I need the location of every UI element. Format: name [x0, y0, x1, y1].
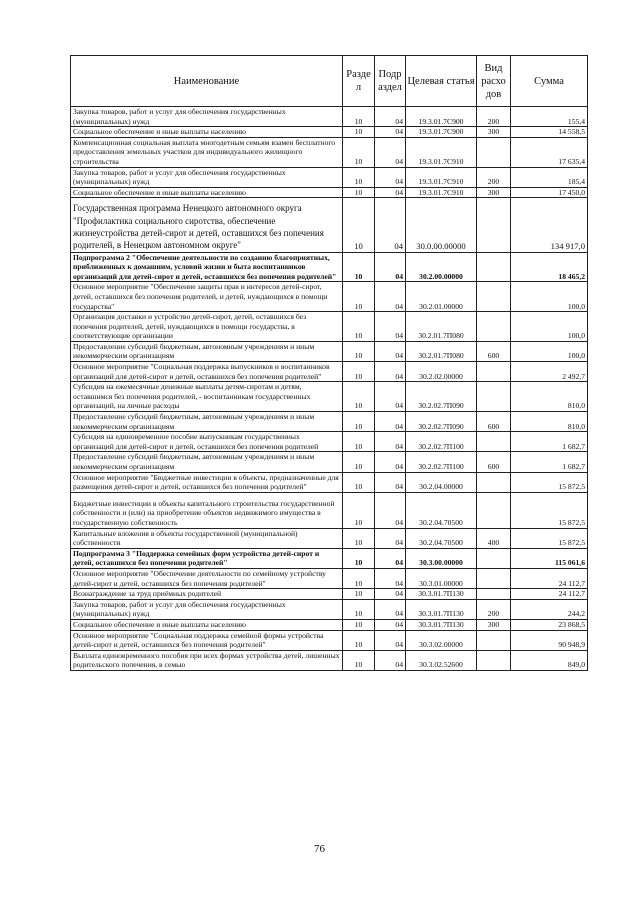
cell-target-article: 19.3.01.7С910: [406, 167, 477, 187]
cell-subsection: 04: [375, 619, 406, 630]
cell-name: Субсидия на единовременное пособие выпускникам государственных организаций для детей-сирот и детей, оставшихся без попечения родителей: [71, 432, 343, 452]
cell-name: Выплата единовременного пособия при всех формах устройства детей, лишенных родительского попечения, в семью: [71, 650, 343, 670]
cell-target-article: 19.3.01.7С910: [406, 137, 477, 167]
cell-expense-kind: [477, 362, 511, 382]
table-row: [71, 432, 588, 452]
cell-target-article: 19.3.01.7С900: [406, 127, 477, 138]
table-row: [71, 167, 588, 187]
cell-amount: 23 868,5: [511, 619, 588, 630]
header-amount: Сумма: [511, 56, 588, 107]
table-row: [71, 252, 588, 282]
header-section: Разде л: [343, 56, 375, 107]
cell-name: Основное мероприятие "Социальная поддержка выпускников и воспитанников организаций для детей-сирот и детей, оставшихся без попечения родителей": [71, 362, 343, 382]
cell-name: Закупка товаров, работ и услуг для обеспечения государственных (муниципальных) нужд: [71, 107, 343, 127]
cell-section: 10: [343, 452, 375, 472]
cell-subsection: 04: [375, 589, 406, 600]
cell-amount: 115 061,6: [511, 548, 588, 568]
cell-subsection: 04: [375, 548, 406, 568]
table-row: [71, 187, 588, 198]
cell-amount: 134 917,0: [511, 198, 588, 252]
cell-subsection: 04: [375, 599, 406, 619]
table-row: [71, 630, 588, 650]
cell-target-article: 30.2.04.70500: [406, 492, 477, 528]
cell-target-article: 30.3.01.7П130: [406, 599, 477, 619]
cell-expense-kind: [477, 630, 511, 650]
cell-expense-kind: [477, 382, 511, 412]
table-row: [71, 650, 588, 670]
cell-name: Предоставление субсидий бюджетным, автономным учреждениям и иным некоммерческим организациям: [71, 452, 343, 472]
cell-target-article: 30.2.01.7П080: [406, 341, 477, 361]
cell-expense-kind: [477, 432, 511, 452]
cell-subsection: 04: [375, 137, 406, 167]
cell-subsection: 04: [375, 252, 406, 282]
cell-section: 10: [343, 312, 375, 342]
cell-amount: 810,0: [511, 382, 588, 412]
cell-expense-kind: [477, 137, 511, 167]
cell-amount: 24 112,7: [511, 589, 588, 600]
cell-target-article: 30.2.02.7П100: [406, 432, 477, 452]
cell-expense-kind: 300: [477, 127, 511, 138]
header-subsection: Подр аздел: [375, 56, 406, 107]
cell-expense-kind: [477, 650, 511, 670]
cell-section: 10: [343, 472, 375, 492]
cell-expense-kind: 200: [477, 107, 511, 127]
budget-table: [70, 55, 588, 671]
cell-section: 10: [343, 127, 375, 138]
cell-target-article: 30.3.01.00000: [406, 568, 477, 588]
cell-section: 10: [343, 599, 375, 619]
cell-subsection: 04: [375, 382, 406, 412]
cell-section: 10: [343, 282, 375, 312]
cell-subsection: 04: [375, 127, 406, 138]
cell-amount: 17 450,0: [511, 187, 588, 198]
cell-amount: 24 112,7: [511, 568, 588, 588]
cell-target-article: 30.2.04.00000: [406, 472, 477, 492]
cell-subsection: 04: [375, 341, 406, 361]
table-row: [71, 452, 588, 472]
cell-target-article: 30.3.02.00000: [406, 630, 477, 650]
cell-target-article: 30.2.02.7П100: [406, 452, 477, 472]
cell-name: Бюджетные инвестиции в объекты капитального строительства государственной собственности и (или) на приобретение объектов недвижимого имущества в государственную собственность: [71, 492, 343, 528]
table-row: [71, 599, 588, 619]
cell-expense-kind: 600: [477, 412, 511, 432]
cell-name: Подпрограмма 3 "Поддержка семейных форм устройства детей-сирот и детей, оставшихся без попечения родителей": [71, 548, 343, 568]
cell-amount: 100,0: [511, 341, 588, 361]
cell-target-article: 30.2.01.00000: [406, 282, 477, 312]
cell-section: 10: [343, 528, 375, 548]
table-row: [71, 107, 588, 127]
cell-target-article: 30.2.01.7П080: [406, 312, 477, 342]
cell-subsection: 04: [375, 107, 406, 127]
cell-amount: 100,0: [511, 282, 588, 312]
cell-amount: 100,0: [511, 312, 588, 342]
table-row: [71, 412, 588, 432]
table-row: [71, 548, 588, 568]
cell-amount: 1 682,7: [511, 432, 588, 452]
cell-expense-kind: 300: [477, 619, 511, 630]
cell-target-article: 30.3.01.7П130: [406, 619, 477, 630]
cell-subsection: 04: [375, 282, 406, 312]
table-row: [71, 619, 588, 630]
cell-section: 10: [343, 187, 375, 198]
cell-expense-kind: 200: [477, 599, 511, 619]
cell-section: 10: [343, 589, 375, 600]
cell-amount: 185,4: [511, 167, 588, 187]
cell-name: Организация доставки и устройство детей-сирот, детей, оставшихся без попечения родителей, детей, нуждающихся в помощи государства, в соответствующие организации: [71, 312, 343, 342]
table-row: [71, 341, 588, 361]
cell-name: Социальное обеспечение и иные выплаты населению: [71, 127, 343, 138]
header-target-article: Целевая статья: [406, 56, 477, 107]
table-row: [71, 127, 588, 138]
cell-name: Социальное обеспечение и иные выплаты населению: [71, 187, 343, 198]
cell-amount: 14 558,5: [511, 127, 588, 138]
cell-name: Закупка товаров, работ и услуг для обеспечения государственных (муниципальных) нужд: [71, 599, 343, 619]
cell-section: 10: [343, 412, 375, 432]
cell-subsection: 04: [375, 312, 406, 342]
table-header-row: [71, 56, 588, 107]
cell-amount: 15 872,5: [511, 472, 588, 492]
table-row: [71, 589, 588, 600]
cell-amount: 1 682,7: [511, 452, 588, 472]
cell-target-article: 30.2.04.70500: [406, 528, 477, 548]
table-row: [71, 312, 588, 342]
cell-section: 10: [343, 362, 375, 382]
cell-amount: 18 465,2: [511, 252, 588, 282]
cell-expense-kind: [477, 198, 511, 252]
cell-target-article: 30.2.02.7П090: [406, 412, 477, 432]
cell-target-article: 19.3.01.7С910: [406, 187, 477, 198]
cell-subsection: 04: [375, 167, 406, 187]
cell-expense-kind: [477, 492, 511, 528]
cell-subsection: 04: [375, 452, 406, 472]
table-row: [71, 472, 588, 492]
cell-section: 10: [343, 198, 375, 252]
cell-section: 10: [343, 252, 375, 282]
cell-target-article: 30.0.00.00000: [406, 198, 477, 252]
cell-expense-kind: [477, 252, 511, 282]
cell-expense-kind: [477, 589, 511, 600]
cell-name: Вознаграждение за труд приёмных родителей: [71, 589, 343, 600]
cell-expense-kind: 600: [477, 452, 511, 472]
cell-amount: 849,0: [511, 650, 588, 670]
cell-name: Основное мероприятие "Бюджетные инвестиции в объекты, предназначенные для размещения детей-сирот и детей, оставшихся без попечения родителей": [71, 472, 343, 492]
cell-section: 10: [343, 107, 375, 127]
cell-name: Компенсационная социальная выплата многодетным семьям взамен бесплатного предоставления земельных участков для индивидуального жилищного строительства: [71, 137, 343, 167]
cell-name: Капитальные вложения в объекты государственной (муниципальной) собственности: [71, 528, 343, 548]
cell-subsection: 04: [375, 198, 406, 252]
cell-name: Основное мероприятие "Обеспечение деятельности по семейному устройству детей-сирот и детей, оставшихся без попечения родителей": [71, 568, 343, 588]
table-row: [71, 492, 588, 528]
cell-expense-kind: [477, 282, 511, 312]
cell-section: 10: [343, 167, 375, 187]
cell-subsection: 04: [375, 568, 406, 588]
cell-expense-kind: 200: [477, 167, 511, 187]
cell-expense-kind: 600: [477, 341, 511, 361]
cell-section: 10: [343, 630, 375, 650]
cell-name: Субсидия на ежемесячные денежные выплаты детям-сиротам и детям, оставшимся без попечения родителей, - воспитанникам государственных организаций, на личные расходы: [71, 382, 343, 412]
table-row: [71, 568, 588, 588]
cell-amount: 15 872,5: [511, 492, 588, 528]
cell-subsection: 04: [375, 528, 406, 548]
cell-name: Государственная программа Ненецкого автономного округа "Профилактика социального сиротства, обеспечение жизнеустройства детей-сирот и детей, оставшихся без попечения родителей, в Ненецком автономном округе": [71, 198, 343, 252]
cell-expense-kind: [477, 312, 511, 342]
cell-amount: 810,0: [511, 412, 588, 432]
cell-section: 10: [343, 137, 375, 167]
cell-expense-kind: [477, 472, 511, 492]
cell-section: 10: [343, 492, 375, 528]
cell-amount: 2 492,7: [511, 362, 588, 382]
cell-subsection: 04: [375, 412, 406, 432]
cell-name: Предоставление субсидий бюджетным, автономным учреждениям и иным некоммерческим организациям: [71, 341, 343, 361]
cell-name: Подпрограмма 2 "Обеспечение деятельности по созданию благоприятных, приближенных к домашним, условий жизни и быта воспитанников организаций для детей-сирот и детей, оставшихся без попечения родителей": [71, 252, 343, 282]
cell-subsection: 04: [375, 472, 406, 492]
cell-name: Предоставление субсидий бюджетным, автономным учреждениям и иным некоммерческим организациям: [71, 412, 343, 432]
cell-expense-kind: 400: [477, 528, 511, 548]
cell-target-article: 30.2.02.7П090: [406, 382, 477, 412]
cell-section: 10: [343, 619, 375, 630]
cell-expense-kind: 300: [477, 187, 511, 198]
cell-expense-kind: [477, 568, 511, 588]
table-row: [71, 282, 588, 312]
header-expense-kind: Вид расхо дов: [477, 56, 511, 107]
cell-section: 10: [343, 341, 375, 361]
cell-name: Основное мероприятие "Обеспечение защиты прав и интересов детей-сирот, детей, оставшихся без попечения родителей, и детей, нуждающихся в помощи государства": [71, 282, 343, 312]
cell-section: 10: [343, 650, 375, 670]
cell-amount: 155,4: [511, 107, 588, 127]
cell-amount: 15 872,5: [511, 528, 588, 548]
table-row: [71, 528, 588, 548]
cell-amount: 17 635,4: [511, 137, 588, 167]
cell-section: 10: [343, 432, 375, 452]
cell-target-article: 30.3.02.52600: [406, 650, 477, 670]
table-row: [71, 198, 588, 252]
cell-target-article: 19.3.01.7С900: [406, 107, 477, 127]
table-row: [71, 137, 588, 167]
cell-name: Основное мероприятие "Социальная поддержка семейной формы устройства детей-сирот и детей, оставшихся без попечения родителей": [71, 630, 343, 650]
cell-expense-kind: [477, 548, 511, 568]
cell-amount: 244,2: [511, 599, 588, 619]
cell-subsection: 04: [375, 432, 406, 452]
cell-section: 10: [343, 548, 375, 568]
table-row: [71, 382, 588, 412]
table-row: [71, 362, 588, 382]
cell-target-article: 30.3.00.00000: [406, 548, 477, 568]
cell-subsection: 04: [375, 187, 406, 198]
cell-section: 10: [343, 382, 375, 412]
cell-subsection: 04: [375, 492, 406, 528]
cell-amount: 90 948,9: [511, 630, 588, 650]
cell-subsection: 04: [375, 362, 406, 382]
cell-name: Закупка товаров, работ и услуг для обеспечения государственных (муниципальных) нужд: [71, 167, 343, 187]
cell-name: Социальное обеспечение и иные выплаты населению: [71, 619, 343, 630]
cell-target-article: 30.2.02.00000: [406, 362, 477, 382]
cell-target-article: 30.3.01.7П130: [406, 589, 477, 600]
cell-target-article: 30.2.00.00000: [406, 252, 477, 282]
cell-section: 10: [343, 568, 375, 588]
cell-subsection: 04: [375, 650, 406, 670]
page-number: 76: [314, 843, 325, 855]
cell-subsection: 04: [375, 630, 406, 650]
header-name: Наименование: [71, 56, 343, 107]
